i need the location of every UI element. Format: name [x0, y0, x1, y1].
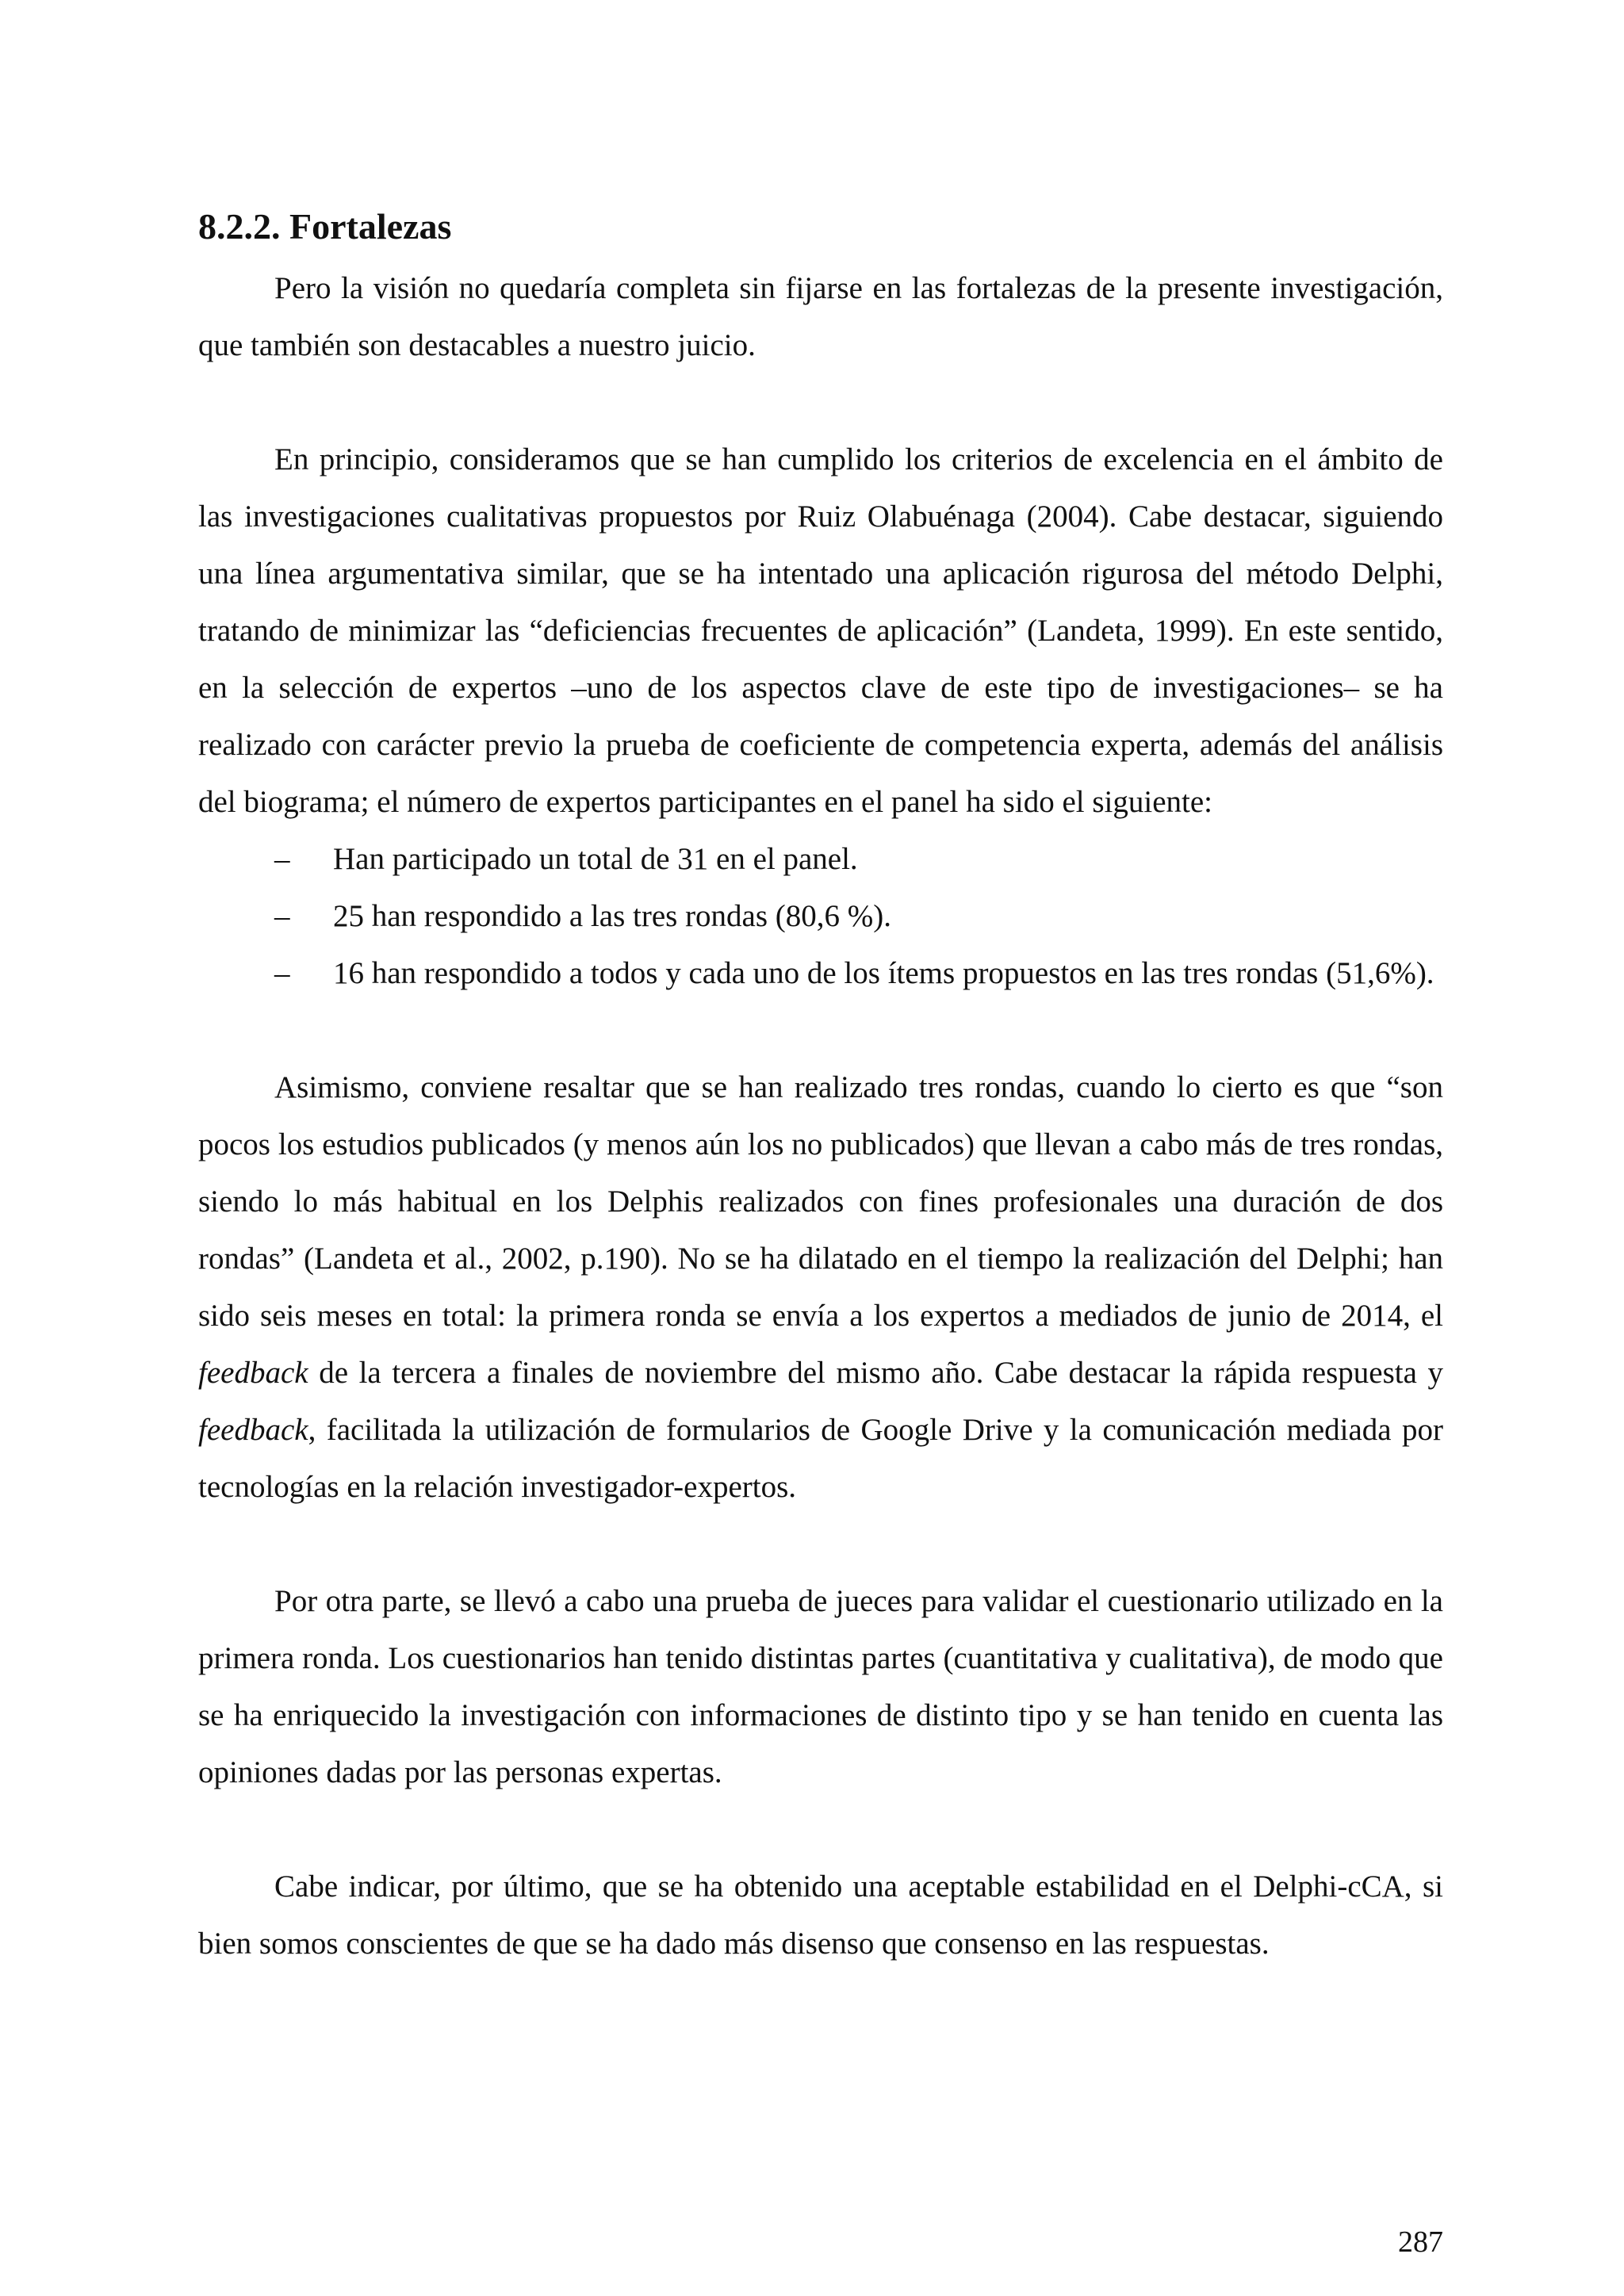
- dash-bullet: –: [274, 956, 290, 990]
- paragraph-rounds-text-a: Asimismo, conviene resaltar que se han realizado tres rondas, cuando lo cierto es que “son pocos los estudios publicados (y menos aún los no publicados) que llevan a cabo más de tres rondas, siendo lo más habitual en los Delphis realizados con fines profesionales una duración de dos rondas” (Landeta et al., 2002, p.190). No se ha dilatado en el tiempo la realización del Delphi; han sido seis meses en total: la primera ronda se envía a los expertos a mediados de junio de 2014, el: [198, 1070, 1443, 1333]
- page-number: 287: [1398, 2225, 1443, 2259]
- list-item: [198, 945, 1443, 1002]
- paragraph-rounds-text-b: de la tercera a finales de noviembre del mismo año. Cabe destacar la rápida respuesta y: [319, 1356, 1443, 1390]
- list-item-text: 16 han respondido a todos y cada uno de los ítems propuestos en las tres rondas (51,6%).: [333, 956, 1434, 990]
- paragraph-gap: [198, 1801, 1443, 1858]
- paragraph-stability: Cabe indicar, por último, que se ha obtenido una aceptable estabilidad en el Delphi-cCA, si bien somos conscientes de que se ha dado más disenso que consenso en las respuestas.: [198, 1869, 1443, 1961]
- paragraph-gap: [198, 1516, 1443, 1573]
- paragraph-gap: [198, 1002, 1443, 1059]
- list-item-text: Han participado un total de 31 en el panel.: [333, 842, 858, 876]
- paragraph-gap: [198, 374, 1443, 431]
- list-item: [198, 831, 1443, 888]
- list-item: [198, 888, 1443, 945]
- paragraph-intro: Pero la visión no quedaría completa sin fijarse en las fortalezas de la presente investigación, que también son destacables a nuestro juicio.: [198, 271, 1443, 362]
- dash-bullet: –: [274, 899, 290, 933]
- paragraph-judges: Por otra parte, se llevó a cabo una prueba de jueces para validar el cuestionario utilizado en la primera ronda. Los cuestionarios han tenido distintas partes (cuantitativa y cualitativa), de modo que se ha enriquecido la investigación con informaciones de distinto tipo y se han tenido en cuenta las opiniones dadas por las personas expertas.: [198, 1584, 1443, 1789]
- feedback-term: feedback: [198, 1413, 308, 1447]
- participants-list: [198, 831, 1443, 1002]
- paragraph-criteria: En principio, consideramos que se han cumplido los criterios de excelencia en el ámbito de las investigaciones cualitativas propuestos por Ruiz Olabuénaga (2004). Cabe destacar, siguiendo una línea argumentativa similar, que se ha intentado una aplicación rigurosa del método Delphi, tratando de minimizar las “deficiencias frecuentes de aplicación” (Landeta, 1999). En este sentido, en la selección de expertos –uno de los aspectos clave de este tipo de investigaciones– se ha realizado con carácter previo la prueba de coeficiente de competencia experta, además del análisis del biograma; el número de expertos participantes en el panel ha sido el siguiente:: [198, 442, 1443, 819]
- feedback-term: feedback: [198, 1356, 308, 1390]
- dash-bullet: –: [274, 842, 290, 876]
- document-page: [198, 198, 1443, 1973]
- paragraph-rounds-text-c: , facilitada la utilización de formularios de Google Drive y la comunicación mediada por tecnologías en la relación investigador-expertos.: [198, 1413, 1443, 1504]
- section-heading: 8.2.2. Fortalezas: [198, 206, 452, 247]
- paragraph-rounds: [198, 1059, 1443, 1516]
- list-item-text: 25 han respondido a las tres rondas (80,6 %).: [333, 899, 891, 933]
